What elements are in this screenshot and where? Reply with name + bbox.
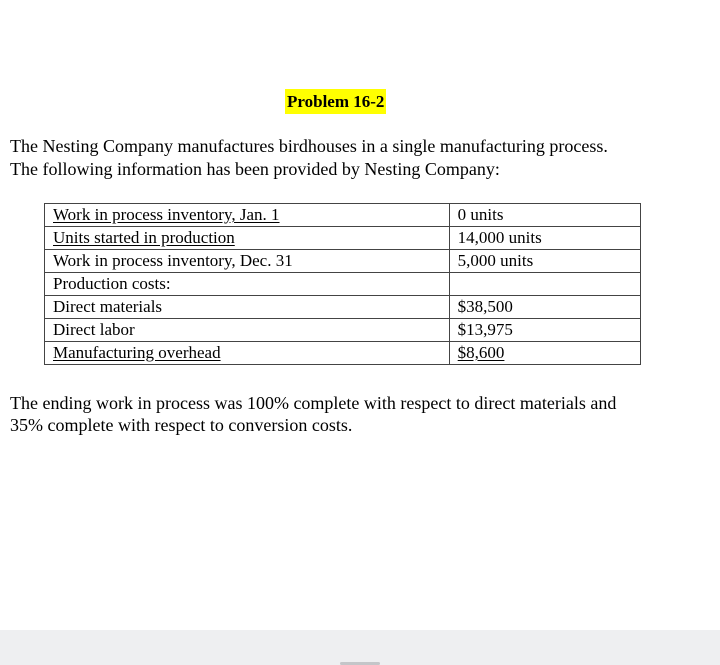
table-row [45, 296, 641, 319]
production-data-table [44, 203, 641, 365]
table-row [45, 204, 641, 227]
row-value: $38,500 [449, 296, 640, 319]
table-row [45, 273, 641, 296]
intro-line-1: The Nesting Company manufactures birdhouses in a single manufacturing process. [10, 136, 608, 156]
row-value: $13,975 [449, 319, 640, 342]
row-value: 0 units [449, 204, 640, 227]
intro-line-2: The following information has been provided by Nesting Company: [10, 159, 500, 179]
row-label: Work in process inventory, Dec. 31 [45, 250, 450, 273]
table-row [45, 342, 641, 365]
footer-line-1: The ending work in process was 100% complete with respect to direct materials and [10, 393, 617, 413]
row-value: 14,000 units [449, 227, 640, 250]
row-label: Direct labor [45, 319, 450, 342]
row-label: Units started in production [45, 227, 450, 250]
intro-paragraph [10, 135, 710, 181]
row-value: $8,600 [449, 342, 640, 365]
table-row [45, 227, 641, 250]
footer-paragraph [10, 392, 710, 436]
table-row [45, 319, 641, 342]
bottom-toolbar [0, 630, 720, 665]
table-row [45, 250, 641, 273]
footer-line-2: 35% complete with respect to conversion costs. [10, 415, 353, 435]
row-label: Production costs: [45, 273, 450, 296]
problem-title: Problem 16-2 [285, 89, 386, 114]
row-value [449, 273, 640, 296]
row-label: Manufacturing overhead [45, 342, 450, 365]
row-label: Direct materials [45, 296, 450, 319]
row-label: Work in process inventory, Jan. 1 [45, 204, 450, 227]
row-value: 5,000 units [449, 250, 640, 273]
